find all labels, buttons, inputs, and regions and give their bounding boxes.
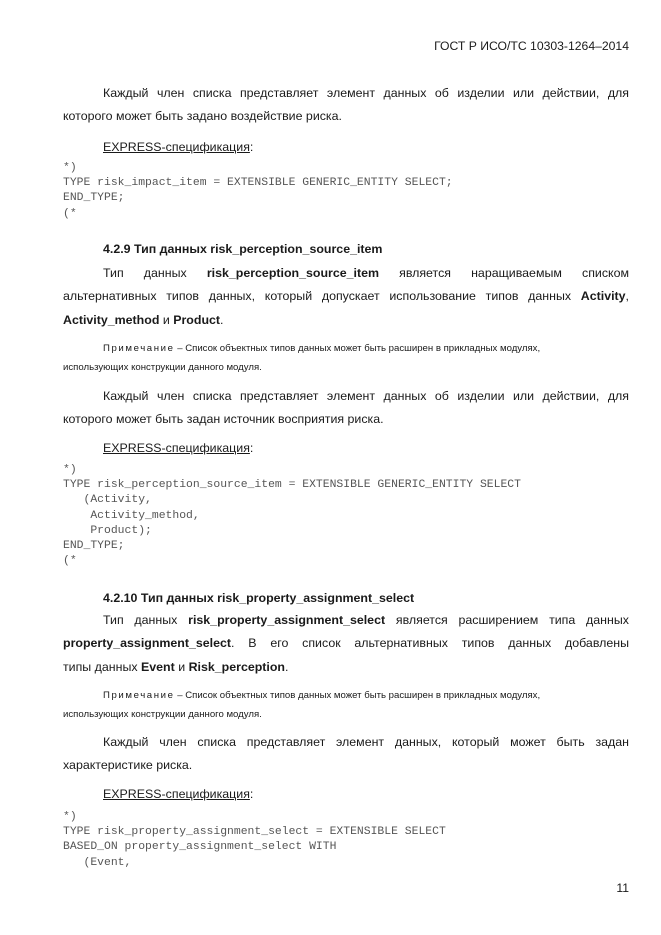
express-spec-label-1 [103, 140, 253, 154]
paragraph-source-line1: Каждый член списка представляет элемент данных об изделии или действии, для [103, 389, 629, 403]
code-block-3 [63, 810, 446, 871]
code-line: *) [63, 811, 77, 823]
section-heading-4-2-10: 4.2.10 Тип данных risk_property_assignment_select [103, 591, 415, 605]
section-429-line2: альтернативных типов данных, который допускает использование типов данных Activity, [63, 289, 629, 303]
section-4210-line3: типы данных Event и Risk_perception. [63, 660, 289, 674]
code-line: TYPE risk_impact_item = EXTENSIBLE GENERIC_ENTITY SELECT; [63, 177, 453, 190]
note-429-line1: Примечание – Список объектных типов данных может быть расширен в прикладных модулях, [103, 343, 541, 354]
colon: : [249, 140, 254, 154]
express-spec-label-3 [103, 787, 253, 801]
code-line: (Event, [63, 856, 132, 869]
page-number: 11 [616, 881, 629, 895]
code-line: *) [63, 162, 77, 174]
paragraph-impact-line2: которого может быть задано воздействие риска. [63, 109, 342, 123]
code-line: Product); [63, 524, 152, 537]
section-4210-line2: property_assignment_select. В его список альтернативных типов данных добавлены [63, 636, 629, 650]
code-line: (Activity, [63, 494, 152, 507]
code-line: TYPE risk_perception_source_item = EXTENSIBLE GENERIC_ENTITY SELECT [63, 479, 521, 492]
express-spec-label-2 [103, 441, 253, 455]
note-4210-line2: использующих конструкции данного модуля. [63, 709, 262, 720]
code-line: BASED_ON property_assignment_select WITH [63, 841, 337, 854]
code-line: *) [63, 464, 77, 476]
code-block-1 [63, 161, 453, 222]
express-spec-link: EXPRESS-спецификация [103, 787, 250, 801]
express-spec-link: EXPRESS-спецификация [103, 140, 250, 154]
code-block-2 [63, 463, 521, 569]
code-line: END_TYPE; [63, 540, 125, 553]
paragraph-source-line2: которого может быть задан источник восприятия риска. [63, 412, 384, 426]
express-spec-link: EXPRESS-спецификация [103, 441, 250, 455]
section-429-line3: Activity_method и Product. [63, 313, 224, 327]
section-429-line1: Тип данных risk_perception_source_item является наращиваемым списком [103, 266, 629, 280]
document-header: ГОСТ Р ИСО/ТС 10303-1264–2014 [434, 39, 629, 53]
code-line: TYPE risk_property_assignment_select = EXTENSIBLE SELECT [63, 826, 446, 839]
code-line: (* [63, 555, 77, 568]
note-429-line2: использующих конструкции данного модуля. [63, 362, 262, 373]
section-4210-line1: Тип данных risk_property_assignment_select является расширением типа данных [103, 613, 629, 627]
paragraph-property-line2: характеристике риска. [63, 758, 193, 772]
note-4210-line1: Примечание – Список объектных типов данных может быть расширен в прикладных модулях, [103, 690, 541, 701]
code-line: Activity_method, [63, 509, 200, 522]
colon: : [249, 787, 254, 801]
code-line: (* [63, 207, 77, 220]
paragraph-impact-line1: Каждый член списка представляет элемент данных об изделии или действии, для [103, 86, 629, 100]
code-line: END_TYPE; [63, 192, 125, 205]
colon: : [249, 441, 254, 455]
section-heading-4-2-9: 4.2.9 Тип данных risk_perception_source_item [103, 242, 383, 256]
paragraph-property-line1: Каждый член списка представляет элемент данных, который может быть задан [103, 735, 629, 749]
